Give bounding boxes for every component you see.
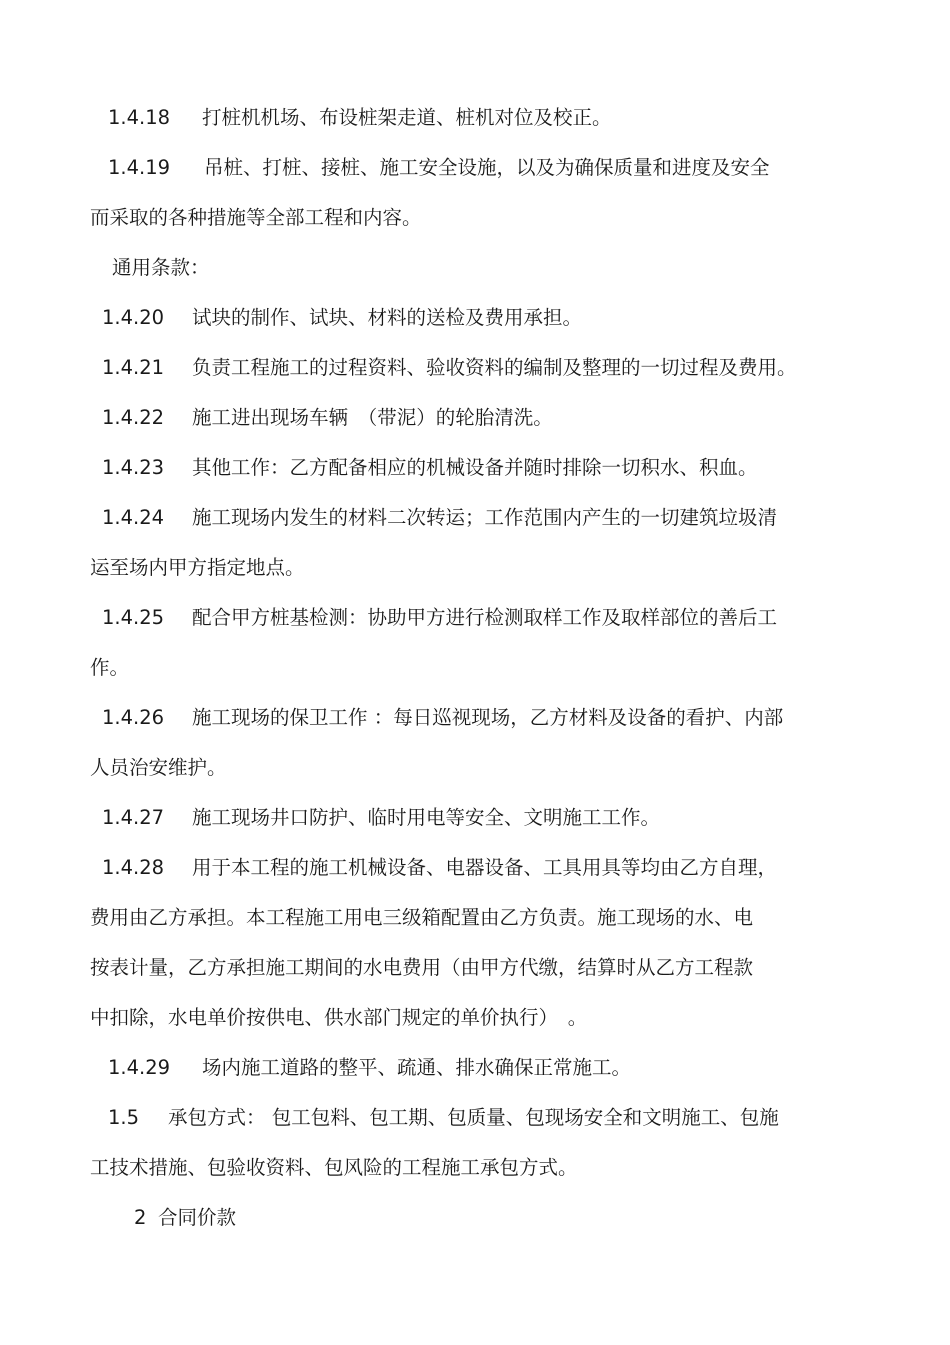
clause-text: 而采取的各种措施等全部工程和内容。 <box>90 206 422 229</box>
clause-text: 施工现场井口防护、临时用电等安全、文明施工工作。 <box>192 806 661 829</box>
continuation-line <box>90 905 753 931</box>
clause-number: 1.4.18 <box>108 106 171 129</box>
clause-text: 作。 <box>90 656 130 679</box>
clause-text: 工技术措施、包验收资料、包风险的工程施工承包方式。 <box>90 1156 578 1179</box>
clause-line <box>102 805 660 831</box>
continuation-line <box>90 755 227 781</box>
continuation-line <box>90 205 422 231</box>
clause-number: 1.4.27 <box>102 806 165 829</box>
clause-number: 1.5 <box>108 1106 140 1129</box>
clause-number: 1.4.23 <box>102 456 165 479</box>
clause-text: 其他工作：乙方配备相应的机械设备并随时排除一切积水、积血。 <box>192 456 758 479</box>
section-number: 2 <box>134 1206 147 1229</box>
clause-text: 人员治安维护。 <box>90 756 227 779</box>
clause-text: 运至场内甲方指定地点。 <box>90 556 305 579</box>
clause-number: 1.4.21 <box>102 356 165 379</box>
clause-number: 1.4.19 <box>108 156 171 179</box>
clause-line <box>102 405 553 431</box>
clause-text: 施工现场的保卫工作 ：每日巡视现场，乙方材料及设备的看护、内部 <box>192 706 784 729</box>
clause-line <box>108 1055 631 1081</box>
clause-number: 1.4.20 <box>102 306 165 329</box>
clause-text: 配合甲方桩基检测：协助甲方进行检测取样工作及取样部位的善后工 <box>192 606 778 629</box>
clause-number: 1.4.25 <box>102 606 165 629</box>
clause-line <box>102 455 758 481</box>
clause-line <box>102 305 582 331</box>
clause-number: 1.4.26 <box>102 706 165 729</box>
heading-text: 合同价款 <box>158 1206 237 1229</box>
clause-number: 1.4.24 <box>102 506 165 529</box>
clause-line <box>108 1105 779 1131</box>
continuation-line <box>90 555 305 581</box>
clause-text: 吊桩、打桩、接桩、施工安全设施，以及为确保质量和进度及安全 <box>204 156 770 179</box>
clause-text: 打桩机机场、布设桩架走道、桩机对位及校正。 <box>202 106 612 129</box>
clause-text: 施工现场内发生的材料二次转运；工作范围内产生的一切建筑垃圾清 <box>192 506 778 529</box>
clause-text: 试块的制作、试块、材料的送检及费用承担。 <box>192 306 583 329</box>
clause-text: 场内施工道路的整平、疏通、排水确保正常施工。 <box>202 1056 632 1079</box>
clause-text: 中扣除，水电单价按供电、供水部门规定的单价执行） 。 <box>90 1006 588 1029</box>
clause-line <box>102 505 777 531</box>
clause-number: 1.4.22 <box>102 406 165 429</box>
clause-line <box>108 105 612 131</box>
clause-text: 负责工程施工的过程资料、验收资料的编制及整理的一切过程及费用。 <box>192 356 797 379</box>
clause-text: 费用由乙方承担。本工程施工用电三级箱配置由乙方负责。施工现场的水、电 <box>90 906 754 929</box>
clause-line <box>102 605 777 631</box>
clause-number: 1.4.29 <box>108 1056 171 1079</box>
clause-text: 施工进出现场车辆 （带泥）的轮胎清洗。 <box>192 406 553 429</box>
clause-line <box>102 855 777 881</box>
clause-line <box>102 705 783 731</box>
continuation-line <box>90 955 753 981</box>
clause-text: 用于本工程的施工机械设备、电器设备、工具用具等均由乙方自理， <box>192 856 778 879</box>
clause-text: 按表计量，乙方承担施工期间的水电费用（由甲方代缴，结算时从乙方工程款 <box>90 956 754 979</box>
clause-text: 承包方式： 包工包料、包工期、包质量、包现场安全和文明施工、包施 <box>168 1106 779 1129</box>
section-heading <box>112 255 210 281</box>
heading-text: 通用条款： <box>112 256 210 279</box>
continuation-line <box>90 1005 587 1031</box>
section-heading <box>134 1205 236 1231</box>
clause-number: 1.4.28 <box>102 856 165 879</box>
continuation-line <box>90 655 129 681</box>
continuation-line <box>90 1155 578 1181</box>
clause-line <box>102 355 797 381</box>
clause-line <box>108 155 770 181</box>
